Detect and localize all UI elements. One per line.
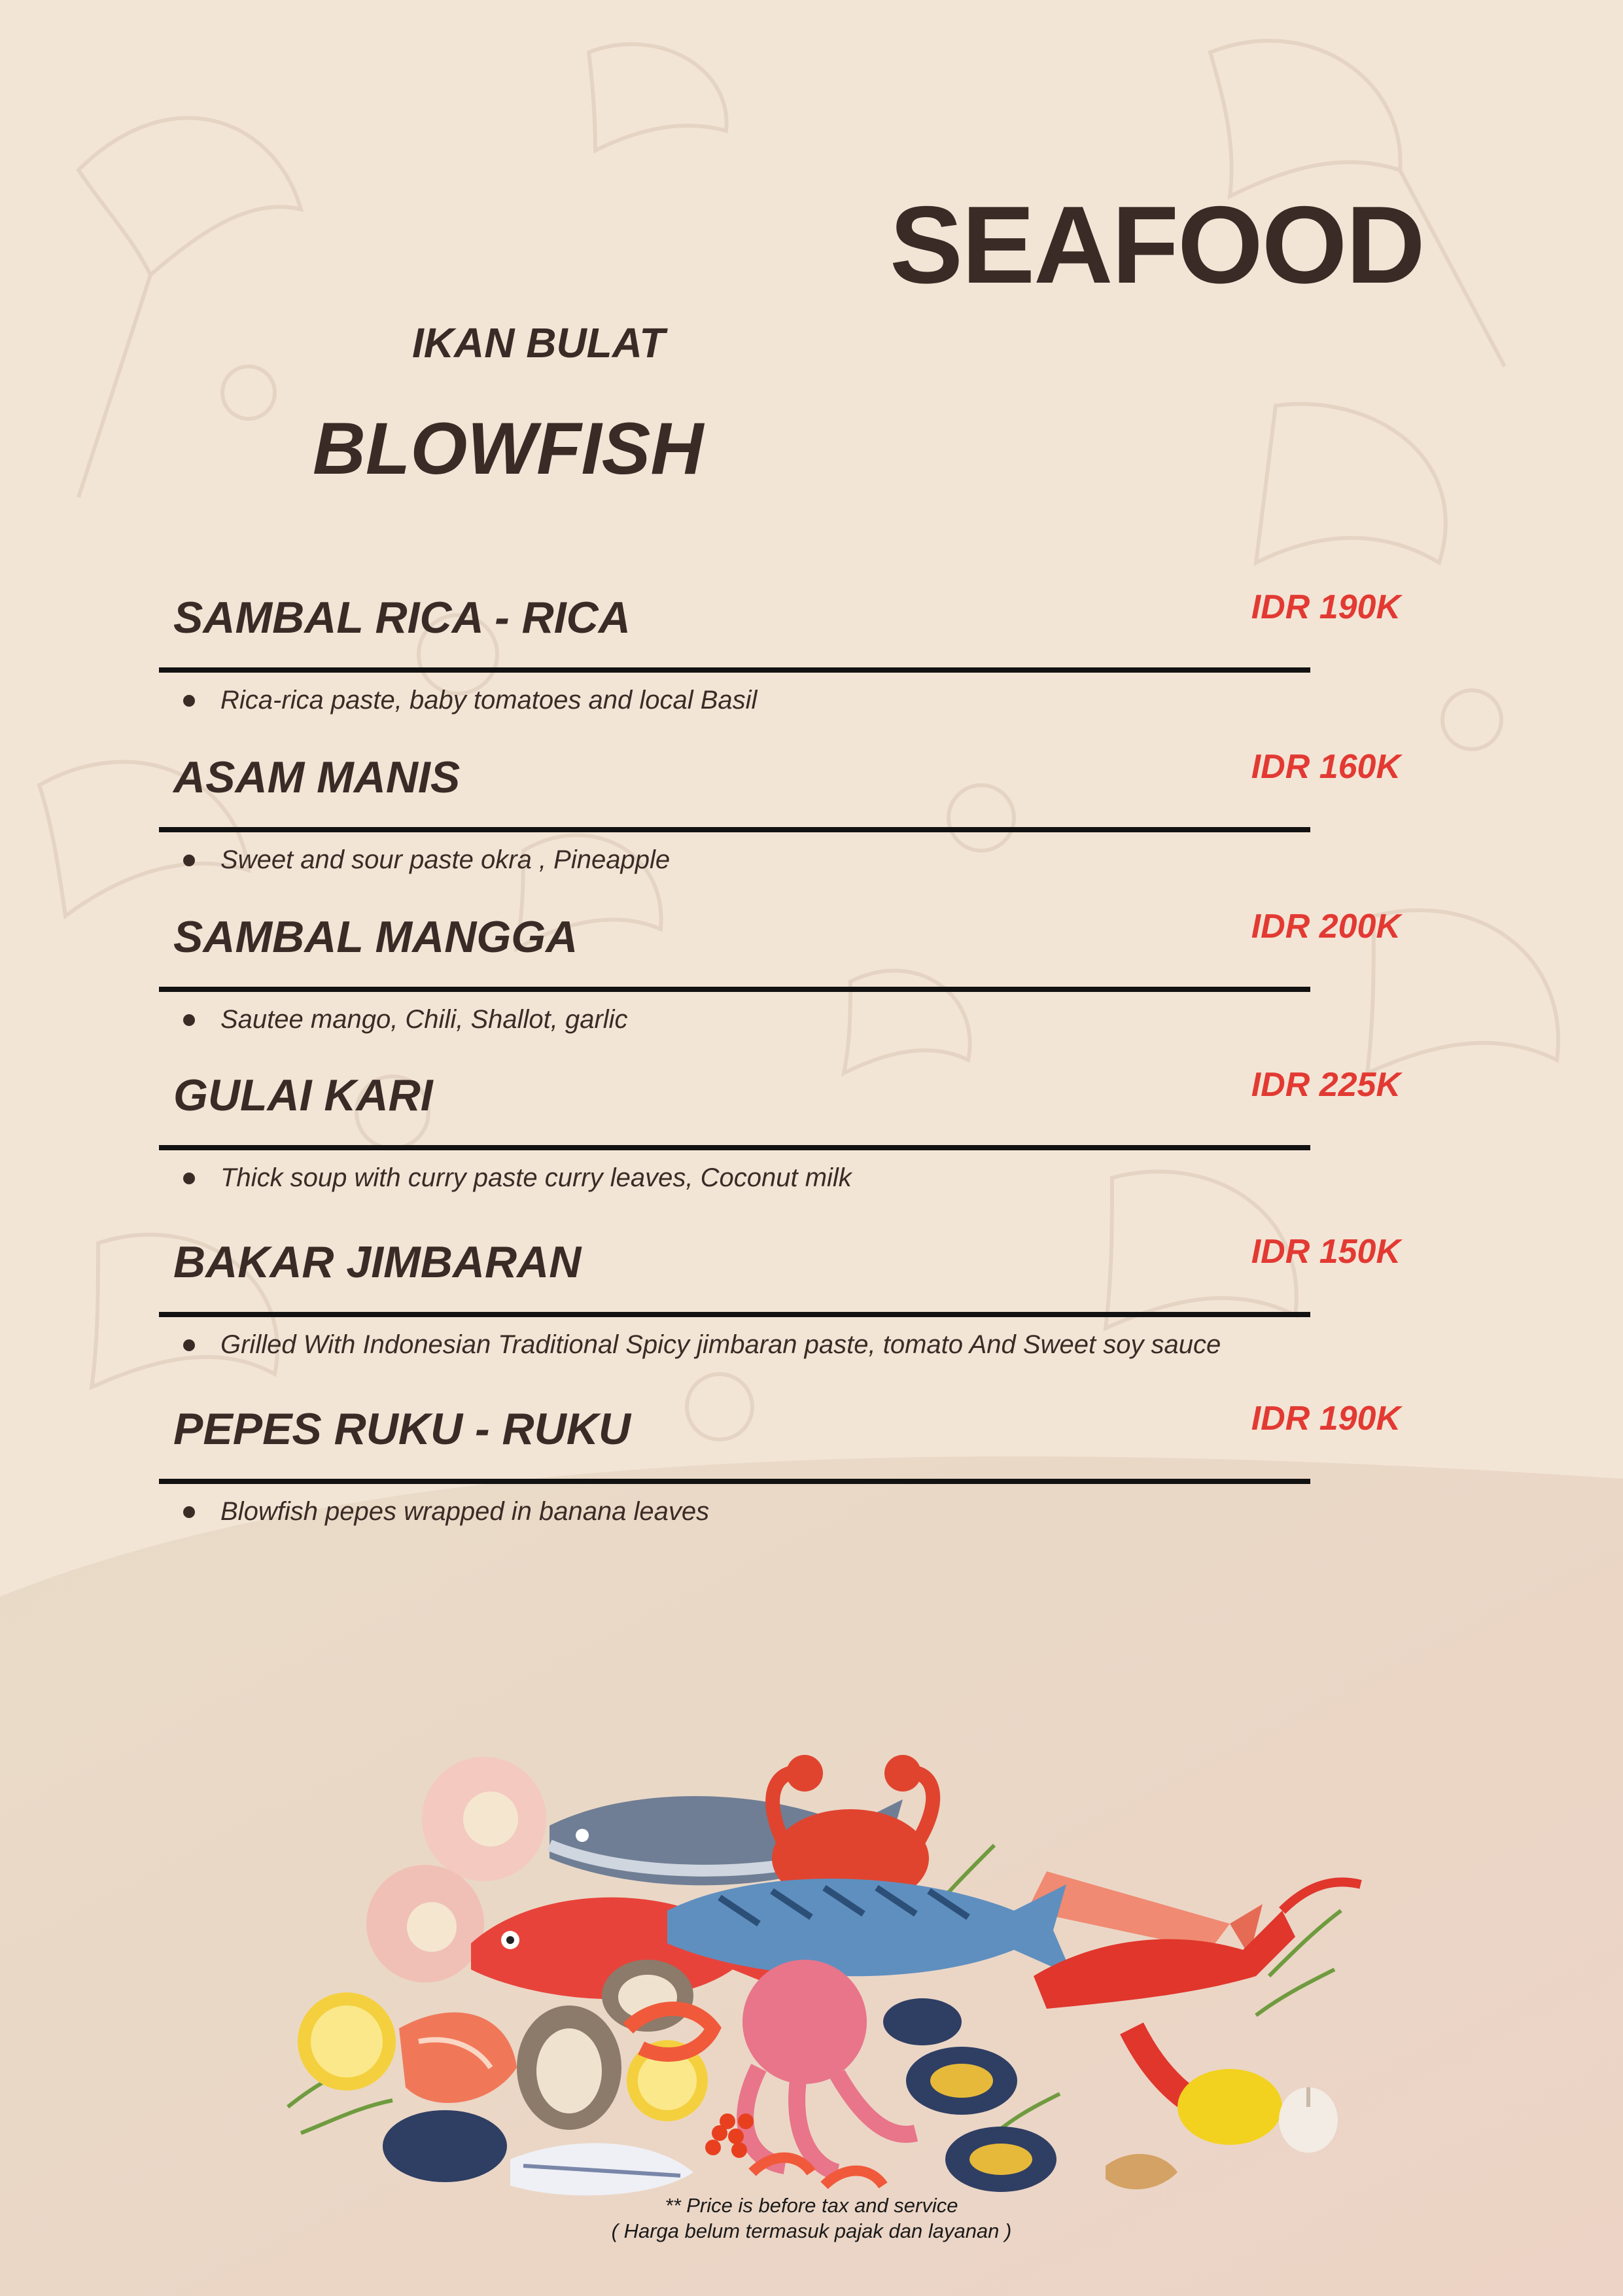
item-description: Sautee mango, Chili, Shallot, garlic <box>220 1005 628 1034</box>
menu-item <box>0 1066 1623 1237</box>
item-price: IDR 200K <box>1251 908 1401 945</box>
item-description: Blowfish pepes wrapped in banana leaves <box>220 1497 710 1526</box>
bullet-icon <box>183 695 195 707</box>
item-price: IDR 190K <box>1251 588 1401 626</box>
item-divider <box>159 1145 1310 1150</box>
item-description: Grilled With Indonesian Traditional Spicy jimbaran paste, tomato And Sweet soy sauce <box>220 1330 1221 1359</box>
menu-item <box>0 748 1623 919</box>
section-subtitle: IKAN BULAT <box>412 319 665 366</box>
page-title: SEAFOOD <box>890 183 1424 306</box>
menu-item <box>0 1233 1623 1404</box>
item-name: PEPES RUKU - RUKU <box>173 1404 631 1454</box>
item-name: ASAM MANIS <box>173 752 461 802</box>
item-description: Rica-rica paste, baby tomatoes and local Basil <box>220 686 758 715</box>
item-price: IDR 225K <box>1251 1066 1401 1104</box>
footnote-line-english: ** Price is before tax and service <box>665 2194 958 2217</box>
item-name: SAMBAL RICA - RICA <box>173 593 631 643</box>
item-description: Sweet and sour paste okra , Pineapple <box>220 845 671 874</box>
bullet-icon <box>183 1014 195 1026</box>
footnote-line-indonesian: ( Harga belum termasuk pajak dan layanan ) <box>611 2219 1012 2242</box>
seafood-platter-icon <box>262 1714 1374 2212</box>
item-divider <box>159 667 1310 673</box>
bullet-icon <box>183 855 195 866</box>
item-divider <box>159 827 1310 832</box>
menu-item <box>0 588 1623 759</box>
item-price: IDR 150K <box>1251 1233 1401 1271</box>
item-name: SAMBAL MANGGA <box>173 912 578 962</box>
bullet-icon <box>183 1339 195 1351</box>
item-name: BAKAR JIMBARAN <box>173 1237 582 1287</box>
menu-item <box>0 908 1623 1078</box>
bullet-icon <box>183 1173 195 1184</box>
bullet-icon <box>183 1506 195 1518</box>
item-divider <box>159 1312 1310 1317</box>
item-name: GULAI KARI <box>173 1070 433 1120</box>
item-divider <box>159 1479 1310 1484</box>
section-heading: BLOWFISH <box>313 408 704 489</box>
item-price: IDR 160K <box>1251 748 1401 786</box>
item-divider <box>159 987 1310 992</box>
item-description: Thick soup with curry paste curry leaves, Coconut milk <box>220 1163 852 1192</box>
menu-item <box>0 1400 1623 1570</box>
price-footnote <box>0 2193 1623 2244</box>
item-price: IDR 190K <box>1251 1400 1401 1438</box>
